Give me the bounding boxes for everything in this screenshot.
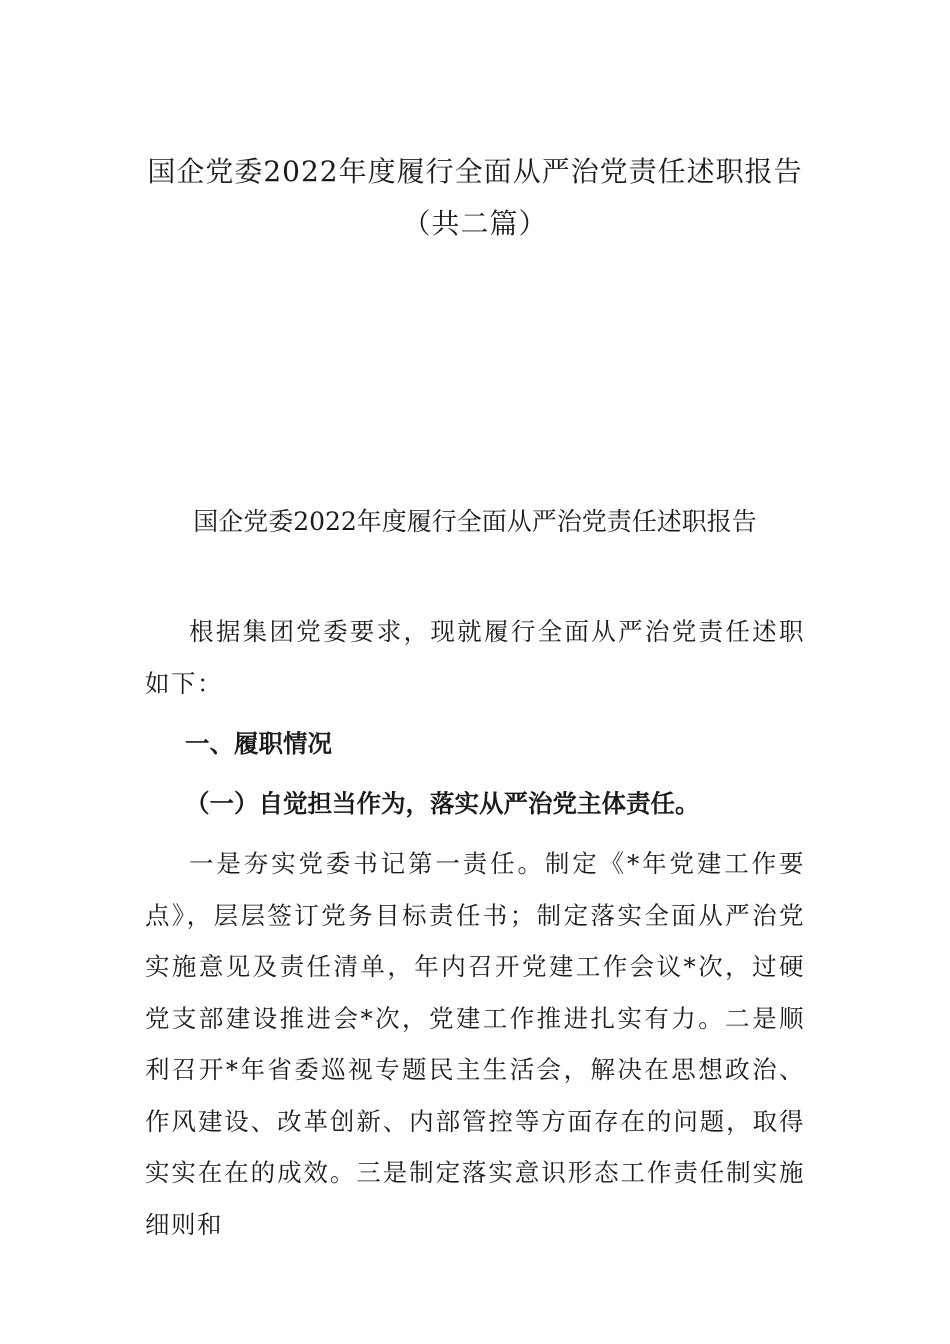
cover-title: 国企党委2022年度履行全面从严治党责任述职报告 — [147, 155, 803, 188]
cover-subtitle: （共二篇） — [402, 207, 548, 240]
section-heading: 一、履职情况 — [185, 729, 332, 758]
subsection-heading: （一）自觉担当作为，落实从严治党主体责任。 — [185, 789, 700, 818]
document-title: 国企党委2022年度履行全面从严治党责任述职报告 — [193, 507, 757, 536]
intro-paragraph: 根据集团党委要求，现就履行全面从严治党责任述职如下： — [145, 617, 805, 698]
body-paragraph: 一是夯实党委书记第一责任。制定《*年党建工作要点》，层层签订党务目标责任书；制定落实全面从严治党实施意见及责任清单，年内召开党建工作会议*次，过硬党支部建设推进会*次，党建工作推进扎实有力。二是顺利召开*年省委巡视专题民主生活会，解决在思想政治、作风建设、改革创新、内部管控等方面存在的问题，取得实实在在的成效。三是制定落实意识形态工作责任制实施细则和 — [145, 849, 805, 1239]
